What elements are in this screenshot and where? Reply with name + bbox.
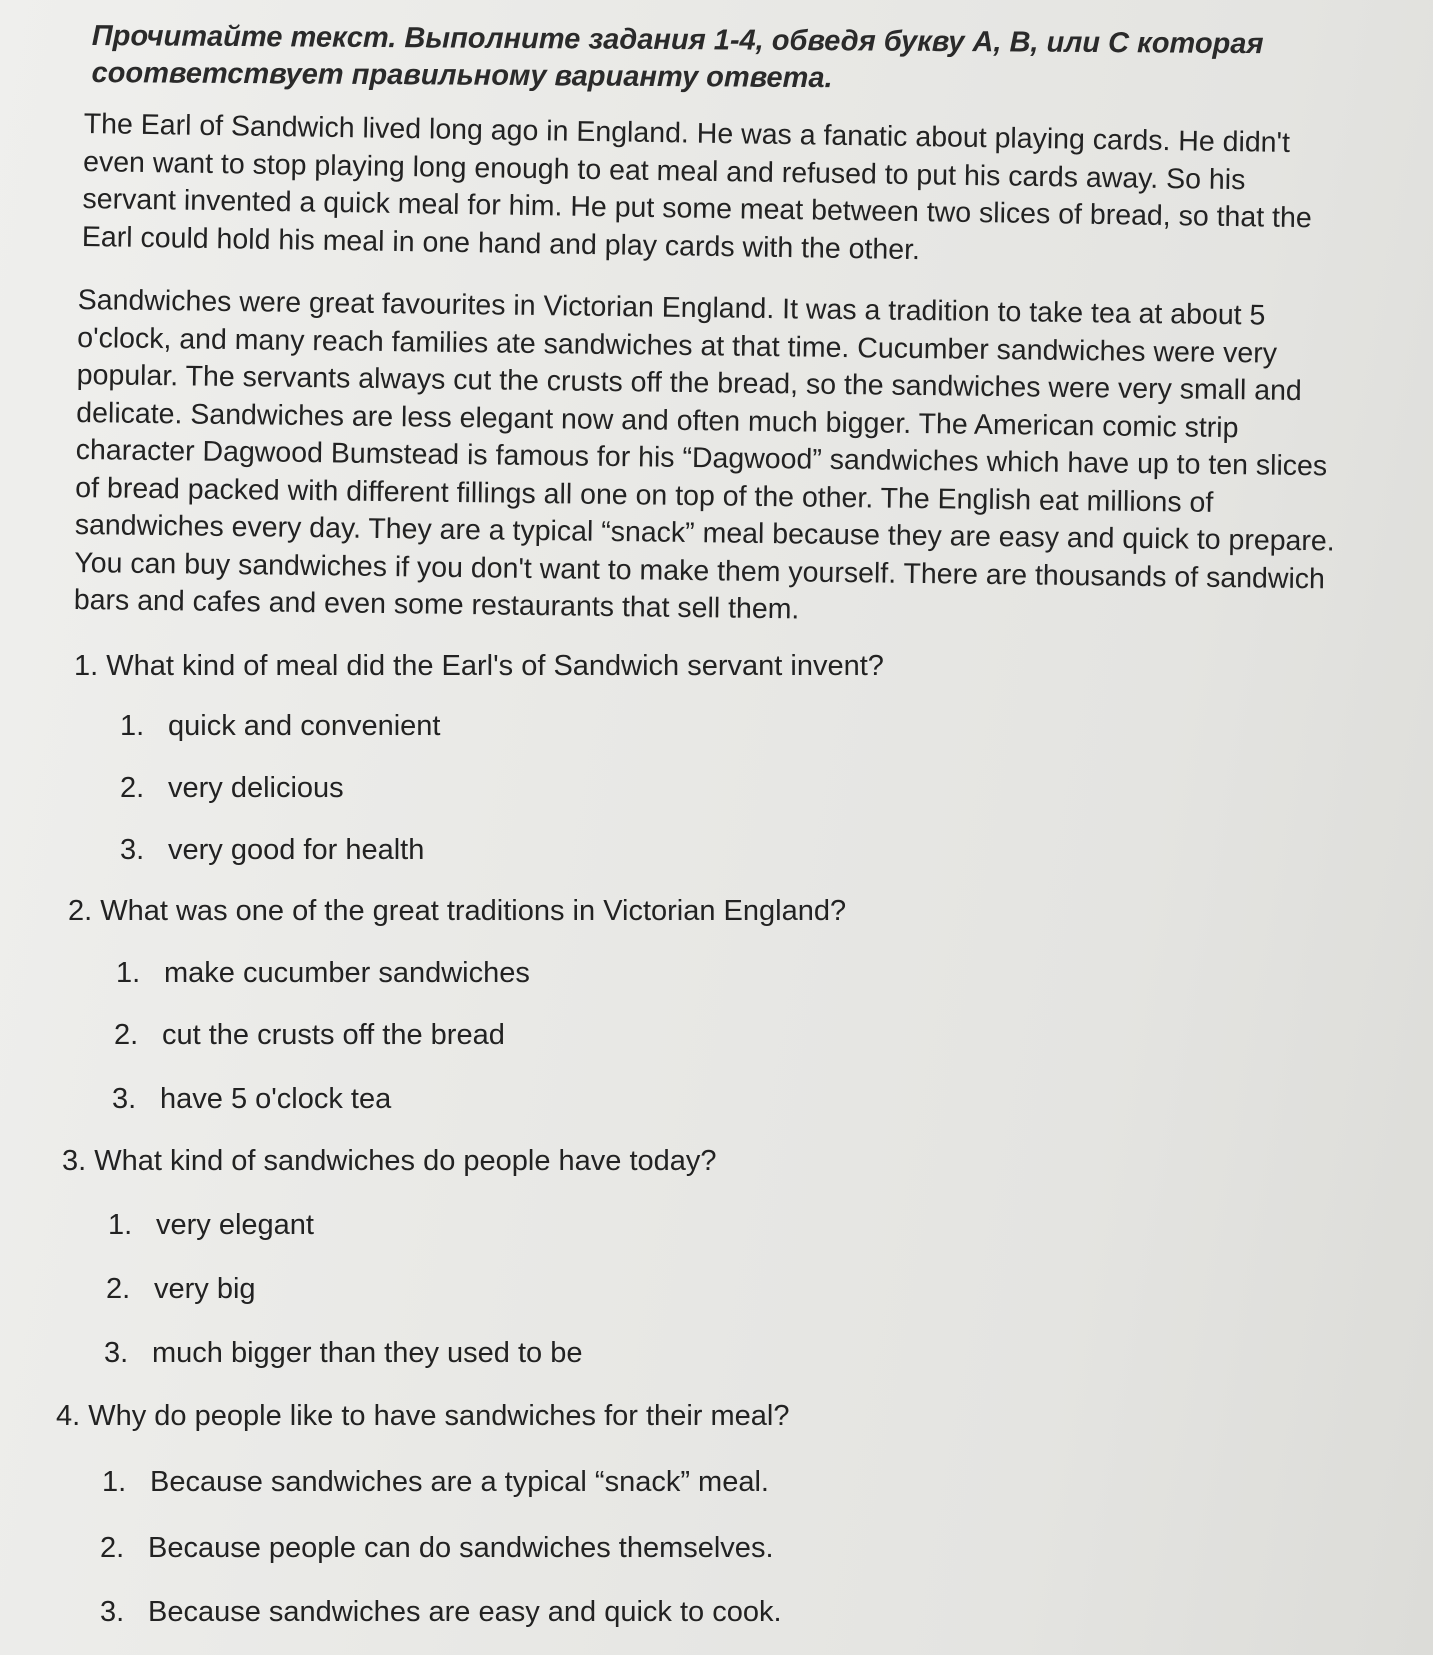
question-1: [74, 648, 884, 684]
option-text: make cucumber sandwiches: [164, 957, 530, 989]
question-4: [56, 1398, 789, 1434]
question-3-option-3[interactable]: [104, 1335, 582, 1371]
question-number: 4.: [56, 1400, 81, 1432]
option-text: very delicious: [168, 772, 344, 804]
option-number: 2.: [100, 1532, 125, 1564]
question-1-option-1[interactable]: [120, 708, 440, 744]
option-number: 3.: [104, 1337, 129, 1369]
option-text: Because sandwiches are a typical “snack” meal.: [150, 1466, 769, 1498]
question-3: [62, 1143, 717, 1179]
question-3-option-1[interactable]: [108, 1207, 314, 1243]
option-text: very elegant: [156, 1209, 314, 1241]
question-text: Why do people like to have sandwiches for their meal?: [88, 1400, 790, 1432]
task-instruction: Прочитайте текст. Выполните задания 1-4, обведя букву А, В, или С которая соответствует правильному варианту ответа.: [91, 19, 1264, 95]
option-number: 1.: [120, 710, 145, 742]
reading-paragraph-1: The Earl of Sandwich lived long ago in England. He was a fanatic about playing cards. He didn't even want to stop playing long enough to eat meal and refused to put his cards away. So his servant invented a quick meal for him. He put some meat between two slices of bread, so that the Earl could hold his meal in one hand and play cards with the other.: [81, 107, 1312, 266]
question-2-option-1[interactable]: [116, 955, 530, 991]
question-4-option-3[interactable]: [100, 1594, 782, 1630]
option-number: 3.: [112, 1083, 137, 1115]
question-number: 3.: [62, 1145, 87, 1177]
option-number: 2.: [114, 1019, 139, 1051]
option-text: cut the crusts off the bread: [162, 1019, 505, 1051]
question-text: What was one of the great traditions in Victorian England?: [100, 895, 847, 927]
question-4-option-1[interactable]: [102, 1464, 769, 1500]
option-number: 1.: [108, 1209, 133, 1241]
option-text: much bigger than they used to be: [152, 1337, 583, 1369]
option-text: have 5 o'clock tea: [160, 1083, 392, 1115]
question-2-option-2[interactable]: [114, 1017, 505, 1053]
option-number: 1.: [116, 957, 141, 989]
question-text: What kind of meal did the Earl's of Sandwich servant invent?: [106, 650, 884, 682]
question-2-option-3[interactable]: [112, 1081, 391, 1117]
question-text: What kind of sandwiches do people have today?: [94, 1145, 717, 1177]
option-text: quick and convenient: [168, 710, 441, 742]
option-number: 2.: [106, 1273, 131, 1305]
option-number: 3.: [120, 834, 145, 866]
question-1-option-3[interactable]: [120, 832, 424, 868]
question-3-option-2[interactable]: [106, 1271, 256, 1307]
option-number: 1.: [102, 1466, 127, 1498]
question-number: 1.: [74, 650, 99, 682]
question-number: 2.: [68, 895, 93, 927]
reading-paragraph-2: Sandwiches were great favourites in Victorian England. It was a tradition to take tea at about 5 o'clock, and many reach families ate sandwiches at that time. Cucumber sandwiches were very popular. The servants always cut the crusts off the bread, so the sandwiches were very small and delicate. Sandwiches are less elegant now and often much bigger. The American comic strip character Dagwood Bumstead is famous for his “Dagwood” sandwiches which have up to ten slices of bread packed with different fillings all one on top of the other. The English eat millions of sandwiches every day. They are a typical “snack” meal because they are easy and quick to prepare. You can buy sandwiches if you don't want to make them yourself. There are thousands of sandwich bars and cafes and even some restaurants that sell them.: [73, 283, 1335, 626]
option-number: 3.: [100, 1596, 125, 1628]
option-text: very big: [154, 1273, 256, 1305]
question-4-option-2[interactable]: [100, 1530, 774, 1566]
question-1-option-2[interactable]: [120, 770, 344, 806]
option-text: Because people can do sandwiches themselves.: [148, 1532, 774, 1564]
option-text: very good for health: [168, 834, 425, 866]
option-text: Because sandwiches are easy and quick to cook.: [148, 1596, 782, 1628]
option-number: 2.: [120, 772, 145, 804]
question-2: [68, 893, 846, 929]
